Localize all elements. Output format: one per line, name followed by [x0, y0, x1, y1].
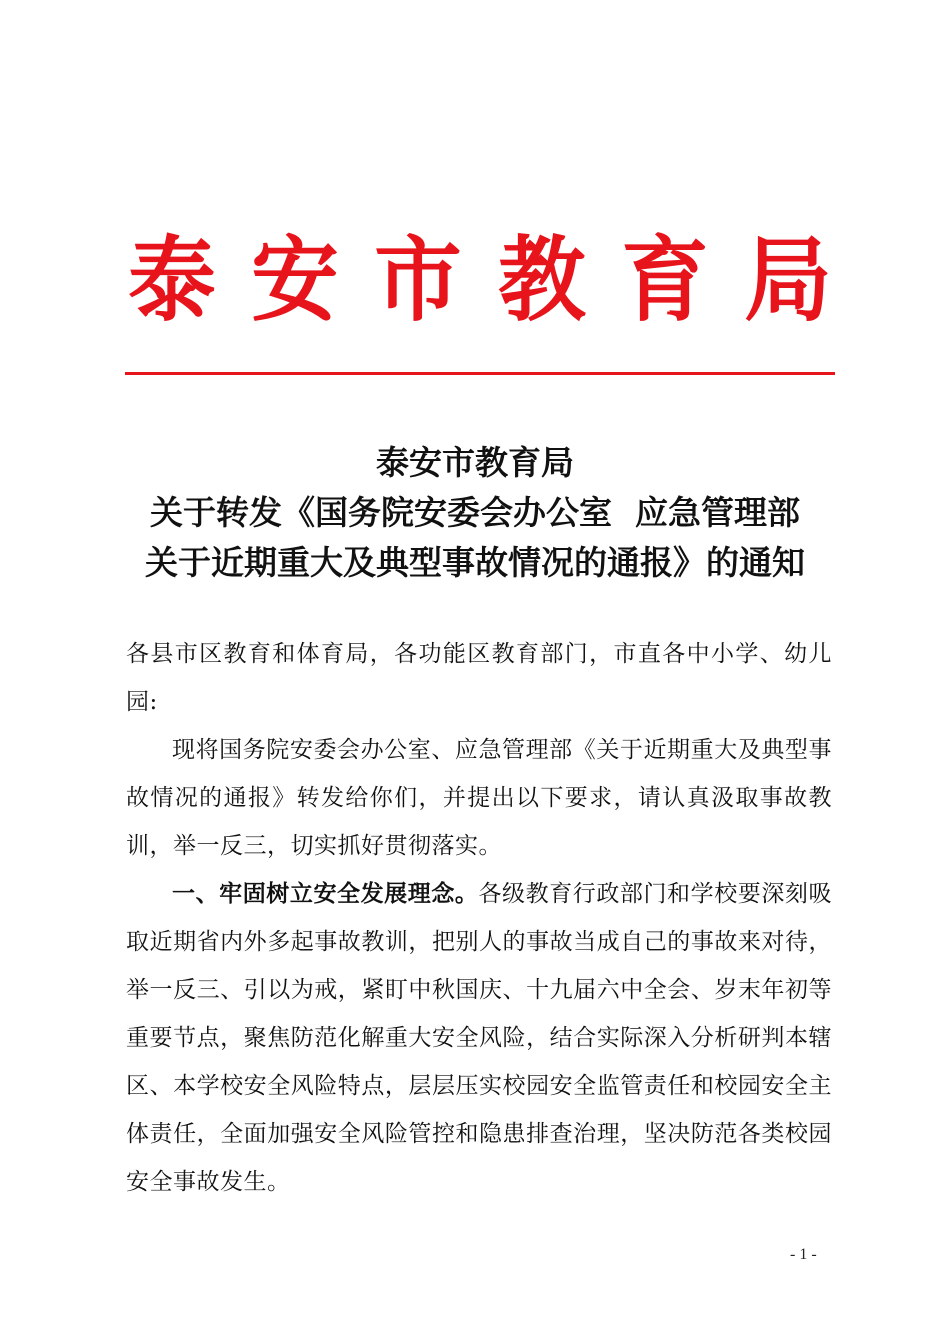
letterhead-char: 市: [374, 226, 463, 334]
document-body: [126, 630, 832, 1206]
letterhead-char: 育: [621, 226, 709, 334]
letterhead-char: 局: [744, 226, 832, 334]
section-1-heading: 一、牢固树立安全发展理念。: [172, 880, 479, 907]
letterhead-divider: [125, 372, 835, 375]
section-1-paragraph: [126, 870, 832, 1206]
title-line: 关于转发《国务院安委会办公室 应急管理部: [150, 493, 800, 532]
addressee: 各县市区教育和体育局，各功能区教育部门，市直各中小学、幼儿园:: [126, 641, 832, 715]
title-line: 关于近期重大及典型事故情况的通报》的通知: [145, 543, 805, 582]
document-title: [100, 438, 850, 588]
section-1-text: 各级教育行政部门和学校要深刻吸取近期省内外多起事故教训，把别人的事故当成自己的事故来对待，举一反三、引以为戒，紧盯中秋国庆、十九届六中全会、岁末年初等重要节点，聚焦防范化解重大安全风险，结合实际深入分析研判本辖区、本学校安全风险特点，层层压实校园安全监管责任和校园安全主体责任，全面加强安全风险管控和隐患排查治理，坚决防范各类校园安全事故发生。: [126, 881, 833, 1195]
page-number: - 1 -: [790, 1246, 817, 1263]
letterhead: [126, 224, 834, 336]
intro-paragraph: 现将国务院安委会办公室、应急管理部《关于近期重大及典型事故情况的通报》转发给你们，并提出以下要求，请认真汲取事故教训，举一反三，切实抓好贯彻落实。: [126, 737, 832, 859]
letterhead-char: 安: [251, 226, 339, 334]
title-line: 泰安市教育局: [376, 443, 574, 482]
letterhead-char: 教: [497, 226, 586, 334]
letterhead-char: 泰: [128, 226, 216, 334]
